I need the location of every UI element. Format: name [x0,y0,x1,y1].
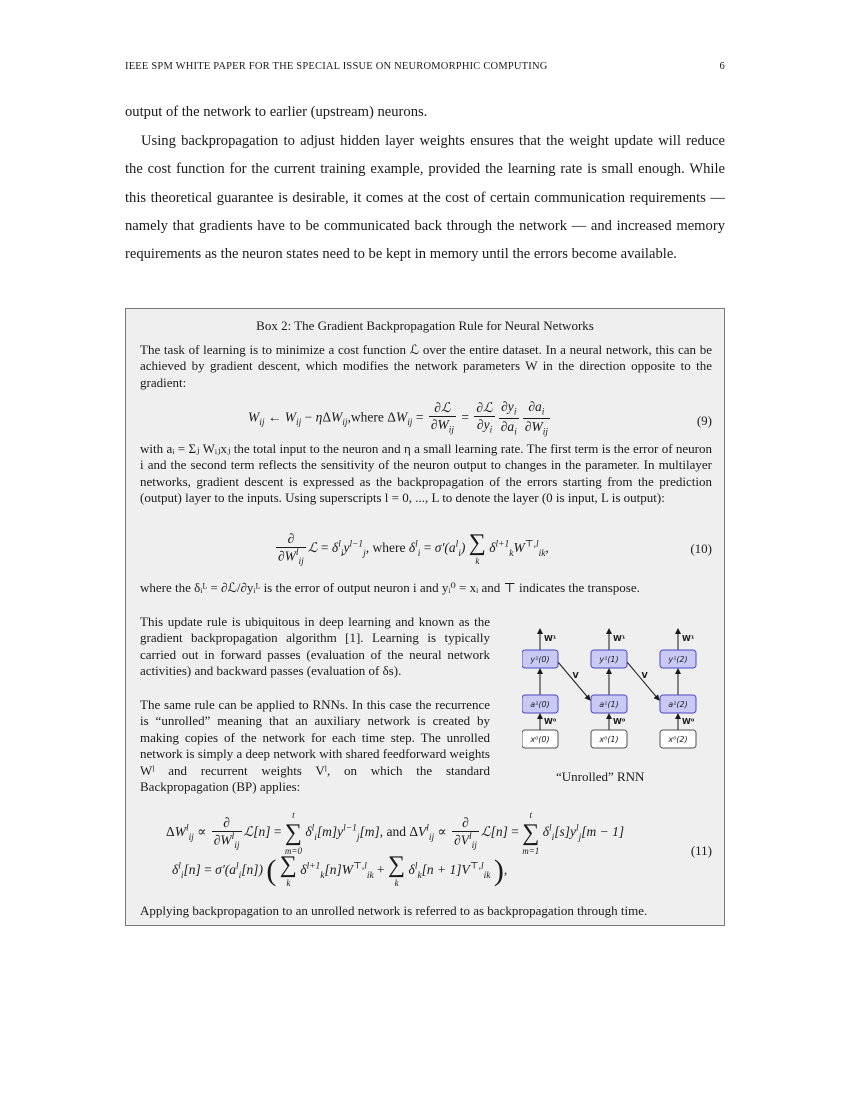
equation-9-number: (9) [696,413,712,428]
equation-9 [126,399,726,443]
input-node-2-label: x⁰(2) [668,735,688,744]
recurrent-arrow-1 [627,662,659,700]
input-weight-label-2: W⁰ [682,717,695,726]
box-col-paragraph-2: The same rule can be applied to RNNs. In this case the recurrence is “unrolled” meaning that an auxiliary network is created by making copies of the network for each time step. The unrolled network is simply a deep network with shared feedforward weights Wˡ and recurrent weights Vˡ, on which the standard Backpropagation (BP) applies: [140,697,490,795]
hidden-node-1-label: a¹(1) [599,700,619,709]
hidden-node-0-label: a¹(0) [530,700,550,709]
box-after-eq9: with aᵢ = Σⱼ Wᵢⱼxⱼ the total input to the neuron and η a small learning rate. The first term is the error of neuron i and the second term reflects the sensitivity of the neuron output to changes in the parameter. In multilayer networks, gradient descent is expressed as the backpropagation of the errors starting from the prediction (output) layer to the inputs. Using superscripts l = 0, ..., L to denote the layer (0 is input, L is output): [140,441,712,506]
paragraph-2: Using backpropagation to adjust hidden layer weights ensures that the weight update will reduce the cost function for the current training example, provided the learning rate is small enough. While this theoretical guarantee is desirable, it comes at the cost of certain communication requirements — namely that gradients have to be communicated back through the network — and increased memory requirements as the neuron states need to be kept in memory until the errors become available. [125,133,725,263]
box-2 [125,308,725,926]
output-weight-label-0: W¹ [544,634,557,643]
box-col-paragraph-1: This update rule is ubiquitous in deep learning and known as the gradient backpropagation algorithm [1]. Learning is typically carried out in forward passes (evaluation of the neural network activities) and backward passes (evaluation of δs). [140,614,490,679]
output-node-1-label: y¹(1) [599,655,619,664]
equation-10-math: $\frac{\partial}{\partial W^l_{ij}}$ ℒ = $\delta^l_iy^{l-1}_j$, where $\delta^l_i = \sigma'(a^l_i)$ ∑ k $\delta^{l+1}_kW^{⊤,l}_{ik}$, [278,530,549,568]
equation-11-line-2: $\delta^l_i[n] = \sigma'(a^l_i[n])$ ( ∑ k $\delta^{l+1}_k[n]W^{⊤,l}_{ik}$ + ∑ k $\delta^l_k[n + 1]V^{⊤,l}_{ik}$ ), [172,852,508,888]
equation-10-number: (10) [690,541,712,556]
equation-11-line-1: $\Delta W^l_{ij}$ ∝ $\frac{\partial}{\partial W^l_{ij}}$ ℒ[n] = t ∑ m=0 $\delta^l_i[m]y^{l-1}_j[m]$, and $\Delta V^l_{ij}$ ∝ $\frac{\partial}{\partial V^l_{ij}}$ ℒ[n] = t ∑ m=1 $\delta^l_i[s]y^l_j[m - 1]$ [166,810,625,856]
output-node-0-label: y¹(0) [530,655,550,664]
box-after-eq10: where the δᵢᴸ = ∂ℒ/∂yᵢᴸ is the error of output neuron i and yᵢ⁰ = xᵢ and ⊤ indicates the transpose. [140,580,640,595]
eq10-where: where [372,540,406,556]
equation-9-math: $W_{ij}$ ← $W_{ij}$ − ηΔW$_{ij}$,where $\Delta W_{ij}$ = $\frac{\text{∂ℒ}}{\partial W_{ij}}$ = $\frac{\text{∂ℒ}}{\partial y_i}$ $\frac{\partial y_i}{\partial a_i}$ $\frac{\partial a_i}{\partial W_{ij}}$ [248,399,548,438]
box-intro: The task of learning is to minimize a cost function ℒ over the entire dataset. In a neural network, this can be achieved by gradient descent, which modifies the network parameters W in the direction opposite to the gradient: [140,342,712,390]
input-weight-label-1: W⁰ [613,717,626,726]
equation-11 [126,809,726,899]
eq9-where: ,where [347,409,384,425]
output-weight-label-1: W¹ [613,634,626,643]
page-number: 6 [719,61,725,72]
running-header [125,61,725,72]
box-title: Box 2: The Gradient Backpropagation Rule for Neural Networks [256,318,594,333]
hidden-node-2-label: a¹(2) [668,700,688,709]
recurrent-arrow-0 [558,662,590,700]
eq11-and: , and [379,824,406,840]
input-weight-label-0: W⁰ [544,717,557,726]
recurrent-label-1: V [641,671,648,680]
unrolled-rnn-figure [522,627,722,777]
figure-caption: “Unrolled” RNN [556,769,645,784]
paragraph-1: output of the network to earlier (upstream) neurons. [125,104,428,120]
output-weight-label-2: W¹ [682,634,695,643]
box-closing: Applying backpropagation to an unrolled network is referred to as backpropagation through time. [140,903,648,918]
equation-10 [126,531,726,575]
input-node-1-label: x⁰(1) [599,735,619,744]
recurrent-label-0: V [572,671,579,680]
output-node-2-label: y¹(2) [668,655,688,664]
equation-11-number: (11) [690,843,712,858]
running-title: IEEE SPM WHITE PAPER FOR THE SPECIAL ISSUE ON NEUROMORPHIC COMPUTING [125,61,548,72]
input-node-0-label: x⁰(0) [530,735,550,744]
